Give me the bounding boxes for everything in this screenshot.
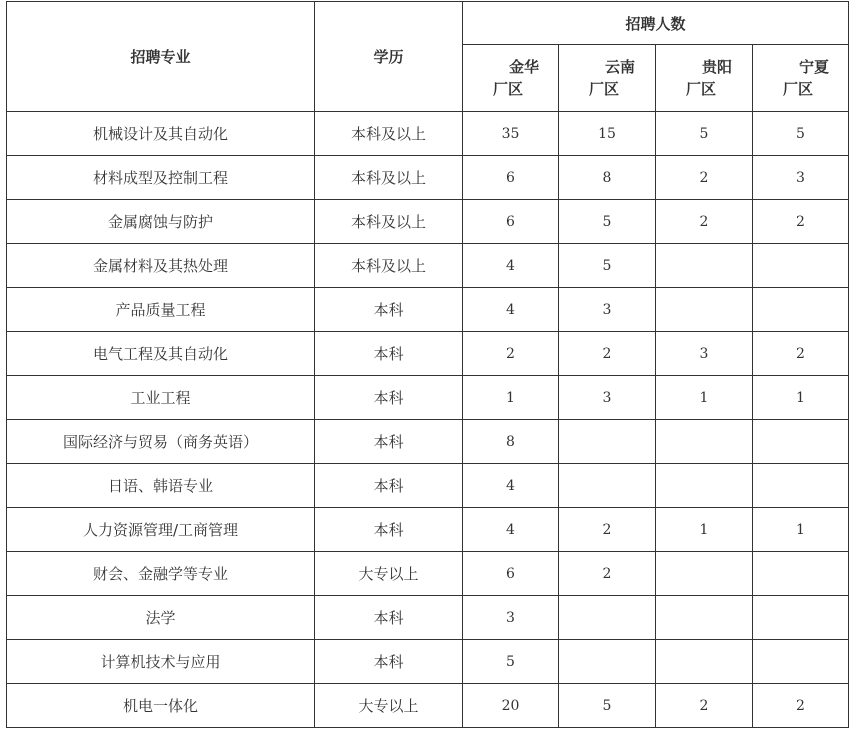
cell-major: 机电一体化: [7, 684, 315, 728]
header-region-guiyang: [656, 45, 753, 112]
cell-count-ningxia: 3: [753, 156, 849, 200]
cell-count-jinhua: 3: [463, 596, 559, 640]
cell-count-guiyang: 3: [656, 332, 753, 376]
cell-major: 产品质量工程: [7, 288, 315, 332]
cell-education: 本科: [315, 640, 463, 684]
cell-count-jinhua: 6: [463, 156, 559, 200]
cell-count-guiyang: [656, 464, 753, 508]
table-row: [7, 156, 849, 200]
cell-count-guiyang: [656, 288, 753, 332]
cell-education: 大专以上: [315, 552, 463, 596]
cell-major: 人力资源管理/工商管理: [7, 508, 315, 552]
cell-count-yunnan: 2: [559, 508, 656, 552]
cell-count-guiyang: [656, 420, 753, 464]
cell-major: 国际经济与贸易（商务英语）: [7, 420, 315, 464]
cell-count-yunnan: [559, 420, 656, 464]
region-name: 云南: [605, 58, 636, 76]
cell-count-yunnan: [559, 596, 656, 640]
cell-count-yunnan: 15: [559, 112, 656, 156]
cell-count-ningxia: 2: [753, 332, 849, 376]
cell-major: 工业工程: [7, 376, 315, 420]
cell-count-guiyang: 2: [656, 200, 753, 244]
cell-count-guiyang: 2: [656, 684, 753, 728]
recruitment-table: [6, 1, 849, 728]
cell-count-jinhua: 35: [463, 112, 559, 156]
cell-count-yunnan: 3: [559, 376, 656, 420]
region-suffix: 厂区: [686, 80, 717, 98]
cell-count-jinhua: 6: [463, 552, 559, 596]
cell-education: 大专以上: [315, 684, 463, 728]
cell-major: 日语、韩语专业: [7, 464, 315, 508]
cell-count-ningxia: [753, 420, 849, 464]
cell-count-yunnan: [559, 464, 656, 508]
cell-count-ningxia: 5: [753, 112, 849, 156]
cell-count-jinhua: 4: [463, 464, 559, 508]
cell-count-ningxia: [753, 552, 849, 596]
cell-count-guiyang: [656, 552, 753, 596]
cell-education: 本科及以上: [315, 200, 463, 244]
header-region-jinhua: [463, 45, 559, 112]
cell-education: 本科: [315, 288, 463, 332]
cell-count-guiyang: [656, 596, 753, 640]
cell-count-yunnan: 8: [559, 156, 656, 200]
cell-count-jinhua: 4: [463, 288, 559, 332]
cell-count-jinhua: 6: [463, 200, 559, 244]
cell-major: 计算机技术与应用: [7, 640, 315, 684]
cell-education: 本科: [315, 376, 463, 420]
cell-count-yunnan: 5: [559, 244, 656, 288]
table-row: [7, 596, 849, 640]
table-row: [7, 112, 849, 156]
cell-count-jinhua: 1: [463, 376, 559, 420]
cell-count-jinhua: 8: [463, 420, 559, 464]
cell-count-ningxia: 1: [753, 376, 849, 420]
table-row: [7, 376, 849, 420]
header-region-yunnan: [559, 45, 656, 112]
region-name: 贵阳: [702, 58, 733, 76]
cell-count-jinhua: 4: [463, 244, 559, 288]
region-name: 宁夏: [799, 58, 830, 76]
cell-count-ningxia: [753, 596, 849, 640]
cell-count-yunnan: 3: [559, 288, 656, 332]
cell-education: 本科: [315, 508, 463, 552]
cell-count-yunnan: [559, 640, 656, 684]
cell-count-yunnan: 5: [559, 200, 656, 244]
cell-count-ningxia: 2: [753, 200, 849, 244]
table-row: [7, 552, 849, 596]
cell-count-jinhua: 2: [463, 332, 559, 376]
region-suffix: 厂区: [493, 80, 524, 98]
cell-count-yunnan: 5: [559, 684, 656, 728]
cell-count-guiyang: 1: [656, 376, 753, 420]
cell-count-jinhua: 20: [463, 684, 559, 728]
table-row: [7, 684, 849, 728]
cell-major: 机械设计及其自动化: [7, 112, 315, 156]
cell-count-ningxia: [753, 640, 849, 684]
header-region-ningxia: [753, 45, 849, 112]
table-row: [7, 200, 849, 244]
cell-major: 财会、金融学等专业: [7, 552, 315, 596]
cell-count-ningxia: 1: [753, 508, 849, 552]
cell-count-jinhua: 4: [463, 508, 559, 552]
cell-count-guiyang: 5: [656, 112, 753, 156]
cell-education: 本科: [315, 596, 463, 640]
cell-count-yunnan: 2: [559, 552, 656, 596]
cell-count-ningxia: 2: [753, 684, 849, 728]
header-education: 学历: [315, 2, 463, 112]
table-body: [7, 112, 849, 728]
cell-major: 金属腐蚀与防护: [7, 200, 315, 244]
cell-count-guiyang: 2: [656, 156, 753, 200]
header-row-top: [7, 2, 849, 45]
region-suffix: 厂区: [589, 80, 620, 98]
cell-count-ningxia: [753, 464, 849, 508]
cell-education: 本科及以上: [315, 156, 463, 200]
table-row: [7, 420, 849, 464]
cell-education: 本科及以上: [315, 244, 463, 288]
cell-major: 法学: [7, 596, 315, 640]
cell-major: 材料成型及控制工程: [7, 156, 315, 200]
cell-major: 金属材料及其热处理: [7, 244, 315, 288]
region-suffix: 厂区: [783, 80, 814, 98]
header-major: 招聘专业: [7, 2, 315, 112]
header-recruit-count: 招聘人数: [463, 2, 849, 45]
cell-count-guiyang: [656, 244, 753, 288]
table-row: [7, 508, 849, 552]
cell-count-yunnan: 2: [559, 332, 656, 376]
cell-education: 本科及以上: [315, 112, 463, 156]
table-row: [7, 640, 849, 684]
cell-education: 本科: [315, 464, 463, 508]
table-row: [7, 244, 849, 288]
table-row: [7, 332, 849, 376]
cell-count-guiyang: [656, 640, 753, 684]
cell-education: 本科: [315, 332, 463, 376]
cell-count-ningxia: [753, 288, 849, 332]
cell-education: 本科: [315, 420, 463, 464]
cell-count-jinhua: 5: [463, 640, 559, 684]
table-row: [7, 288, 849, 332]
cell-count-guiyang: 1: [656, 508, 753, 552]
table-row: [7, 464, 849, 508]
cell-count-ningxia: [753, 244, 849, 288]
cell-major: 电气工程及其自动化: [7, 332, 315, 376]
region-name: 金华: [509, 58, 540, 76]
